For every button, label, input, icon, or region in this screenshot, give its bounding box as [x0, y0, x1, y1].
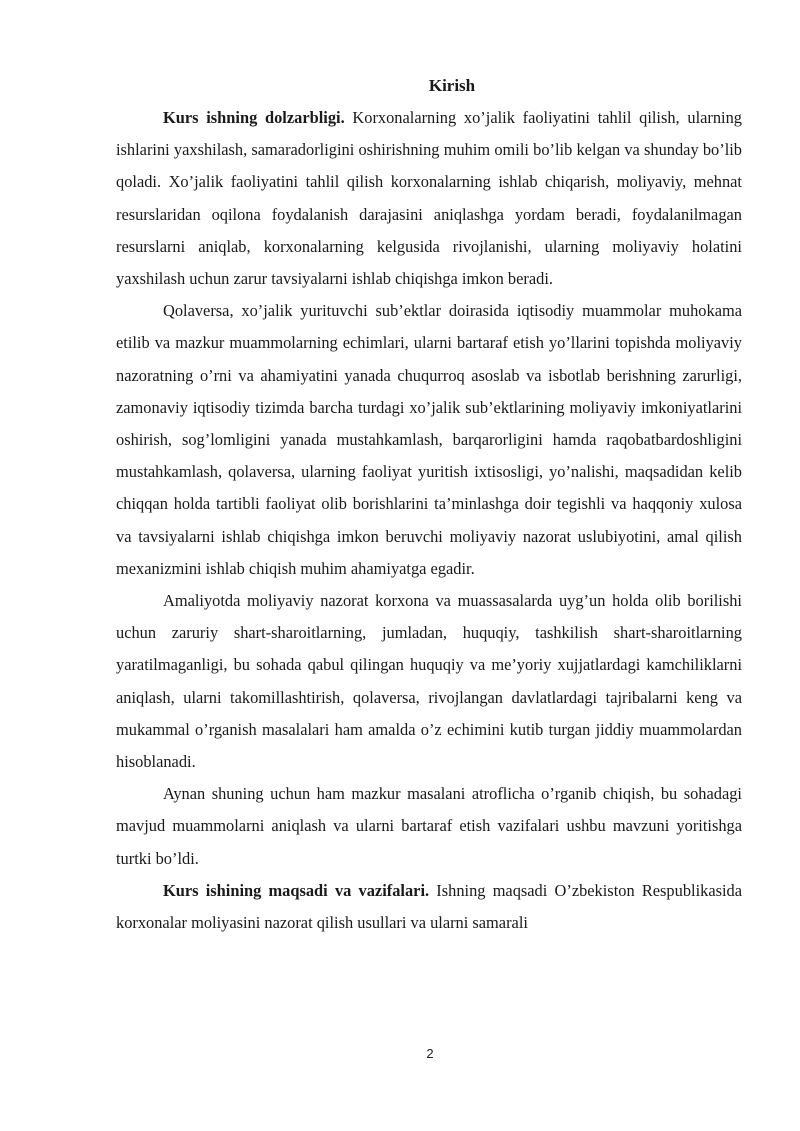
- paragraph-goals: [116, 875, 742, 939]
- page-number: 2: [426, 1046, 434, 1061]
- paragraph-relevance: [116, 102, 742, 295]
- paragraph-text: Aynan shuning uchun ham mazkur masalani atroflicha o’rganib chiqish, bu sohadagi mavjud muammolarni aniqlash va ularni bartaraf etish vazifalari ushbu mavzuni yoritishga turtki bo’ldi.: [116, 784, 742, 868]
- section-title: Kirish: [428, 76, 476, 95]
- paragraph-text: Amaliyotda moliyaviy nazorat korxona va muassasalarda uyg’un holda olib borilishi uchun zaruriy shart-sharoitlarning, jumladan, huquqiy, tashkilish shart-sharoitlarning yaratilmaganligi, bu sohada qabul qilingan huquqiy va me’yoriy xujjatlardagi kamchiliklarni aniqlash, ularni takomillashtirish, qolaversa, rivojlangan davlatlardagi tajribalarni keng va mukammal o’rganish masalalari ham amalda o’z echimini kutib turgan jiddiy muammolardan hisoblanadi.: [116, 591, 742, 772]
- paragraph-control-role: [116, 295, 742, 585]
- paragraph-text: Ishning maqsadi O’zbekiston Respublikasida korxonalar moliyasini nazorat qilish usullari va ularni samarali: [116, 880, 742, 933]
- paragraph-lead: Kurs ishning dolzarbligi.: [163, 108, 345, 127]
- paragraph-practice: [116, 585, 742, 778]
- document-page: [116, 72, 742, 939]
- paragraph-text: Korxonalarning xo’jalik faoliyatini tahlil qilish, ularning ishlarini yaxshilash, samaradorligini oshirishning muhim omili bo’lib kelgan va shunday bo’lib qoladi. Xo’jalik faoliyatini tahlil qilish korxonalarning ishlab chiqarish, moliyaviy, mehnat resurslaridan oqilona foydalanish darajasini aniqlashga yordam beradi, foydalanilmagan resurslarni aniqlab, korxonalarning kelgusida rivojlanishi, ularning moliyaviy holatini yaxshilash uchun zarur tavsiyalarni ishlab chiqishga imkon beradi.: [116, 108, 742, 289]
- paragraph-text: Qolaversa, xo’jalik yurituvchi sub’ektlar doirasida iqtisodiy muammolar muhokama etilib va mazkur muammolarning echimlari, ularni bartaraf etish yo’llarini topishda moliyaviy nazoratning o’rni va ahamiyatini yanada chuqurroq asoslab va isbotlab berishning zarurligi, zamonaviy iqtisodiy tizimda barcha turdagi xo’jalik sub’ektlarining moliyaviy imkoniyatlarini oshirish, sog’lomligini yanada mustahkamlash, barqarorligini hamda raqobatbardoshligini mustahkamlash, qolaversa, ularning faoliyat yuritish ixtisosligi, yo’nalishi, maqsadidan kelib chiqqan holda tartibli faoliyat olib borishlarini ta’minlashga doir tegishli va haqqoniy xulosa va tavsiyalarni ishlab chiqishga imkon beruvchi moliyaviy nazorat uslubiyotini, amal qilish mexanizmini ishlab chiqish muhim ahamiyatga egadir.: [116, 301, 742, 578]
- paragraph-lead: Kurs ishining maqsadi va vazifalari.: [163, 880, 430, 900]
- paragraph-motivation: [116, 778, 742, 875]
